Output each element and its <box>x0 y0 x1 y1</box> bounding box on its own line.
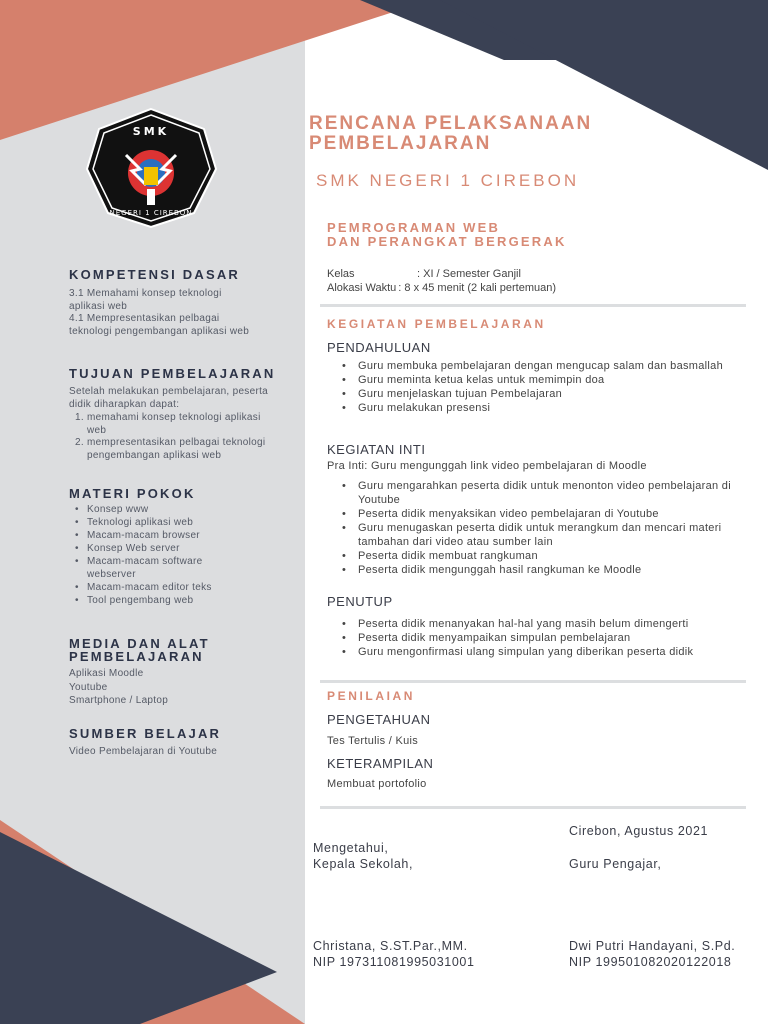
keterampilan-text: Membuat portofolio <box>327 778 427 790</box>
list-item: 1. memahami konsep teknologi aplikasi web <box>75 412 261 436</box>
tujuan-intro-line: didik diharapkan dapat: <box>69 398 180 410</box>
list-item: • Guru melakukan presensi <box>340 401 740 415</box>
list-item: • Guru menjelaskan tujuan Pembelajaran <box>340 387 740 401</box>
list-item: • Guru meminta ketua kelas untuk memimpin doa <box>340 373 740 387</box>
signature-right-name <box>569 938 735 970</box>
list-item: • Macam-macam software <box>69 555 294 568</box>
list-item: • Macam-macam browser <box>69 529 294 542</box>
sumber-text: Video Pembelajaran di Youtube <box>69 746 218 757</box>
class-info <box>327 267 556 295</box>
pra-inti-text: Pra Inti: Guru mengunggah link video pembelajaran di Moodle <box>327 460 647 472</box>
school-name: SMK NEGERI 1 CIREBON <box>316 171 580 190</box>
media-line: Aplikasi Moodle <box>69 668 144 679</box>
list-item: • Peserta didik menyampaikan simpulan pembelajaran <box>340 631 740 645</box>
media-line: Smartphone / Laptop <box>69 695 169 706</box>
pendahuluan-heading: PENDAHULUAN <box>327 340 431 355</box>
pengetahuan-text: Tes Tertulis / Kuis <box>327 735 419 747</box>
kompetensi-line: teknologi pengembangan aplikasi web <box>69 325 250 337</box>
media-line: Youtube <box>69 681 108 693</box>
tujuan-list <box>69 412 294 462</box>
subject-title: PEMROGRAMAN WEB DAN PERANGKAT BERGERAK <box>327 220 567 249</box>
inti-heading: KEGIATAN INTI <box>327 442 426 457</box>
sig-left-nip: NIP 197311081995031001 <box>313 955 475 969</box>
kompetensi-line: aplikasi web <box>69 300 128 312</box>
kompetensi-title: KOMPETENSI DASAR <box>69 267 240 282</box>
tujuan-intro <box>69 386 294 411</box>
list-item-cont: webserver <box>87 569 136 580</box>
list-item: • Tool pengembang web <box>69 594 294 607</box>
kompetensi-text <box>69 288 294 338</box>
alokasi-value: : 8 x 45 menit (2 kali pertemuan) <box>398 282 557 294</box>
signature-left <box>313 840 413 872</box>
list-item: • Konsep Web server <box>69 542 294 555</box>
sumber-title: SUMBER BELAJAR <box>69 726 222 741</box>
list-item: 2. mempresentasikan pelbagai teknologi pengembangan aplikasi web <box>75 437 266 461</box>
logo-top-text: SMK <box>132 125 170 138</box>
list-item: • Guru membuka pembelajaran dengan mengucap salam dan basmallah <box>340 359 740 373</box>
sig-left-line: Mengetahui, <box>313 841 389 855</box>
list-item: • Konsep www <box>69 503 294 516</box>
kompetensi-line: 3.1 Memahami konsep teknologi <box>69 288 222 299</box>
penutup-heading: PENUTUP <box>327 594 393 609</box>
sig-right-role: Guru Pengajar, <box>569 857 662 871</box>
media-text <box>69 667 294 708</box>
list-item: • Peserta didik membuat rangkuman <box>340 549 740 563</box>
list-item: • Guru mengonfirmasi ulang simpulan yang diberikan peserta didik <box>340 645 740 659</box>
pendahuluan-list <box>340 359 740 415</box>
alokasi-label: Alokasi Waktu <box>327 282 397 294</box>
list-item: • Teknologi aplikasi web <box>69 516 294 529</box>
inti-list <box>340 479 740 577</box>
kompetensi-line: 4.1 Mempresentasikan pelbagai <box>69 313 220 324</box>
page-title: RENCANA PELAKSANAAN PEMBELAJARAN <box>309 113 593 154</box>
kelas-value: : XI / Semester Ganjil <box>417 268 521 280</box>
sig-right-name: Dwi Putri Handayani, S.Pd. <box>569 939 736 953</box>
divider <box>320 304 746 307</box>
sig-left-line: Kepala Sekolah, <box>313 857 414 871</box>
penutup-list <box>340 617 740 659</box>
list-item: • Macam-macam editor teks <box>69 581 294 594</box>
pengetahuan-heading: PENGETAHUAN <box>327 712 431 727</box>
materi-title: MATERI POKOK <box>69 486 196 501</box>
list-item: • Guru mengarahkan peserta didik untuk menonton video pembelajaran di Youtube <box>340 479 740 507</box>
penilaian-title: PENILAIAN <box>327 689 416 703</box>
signature-right <box>569 823 708 872</box>
signature-left-name <box>313 938 475 970</box>
divider <box>320 680 746 683</box>
school-logo <box>86 107 217 229</box>
list-item: • Peserta didik mengunggah hasil rangkuman ke Moodle <box>340 563 740 577</box>
divider <box>320 806 746 809</box>
media-title: MEDIA DAN ALAT PEMBELAJARAN <box>69 636 210 664</box>
sig-left-name: Christana, S.ST.Par.,MM. <box>313 939 468 953</box>
logo-bottom-text: NEGERI 1 CIREBON <box>109 209 193 217</box>
tujuan-title: TUJUAN PEMBELAJARAN <box>69 366 276 381</box>
list-item: • Peserta didik menyaksikan video pembelajaran di Youtube <box>340 507 740 521</box>
materi-list <box>69 503 294 607</box>
keterampilan-heading: KETERAMPILAN <box>327 756 434 771</box>
list-item: • Peserta didik menanyakan hal-hal yang masih belum dimengerti <box>340 617 740 631</box>
kegiatan-title: KEGIATAN PEMBELAJARAN <box>327 317 546 331</box>
list-item: • Guru menugaskan peserta didik untuk merangkum dan mencari materi tambahan dari video atau sumber lain <box>340 521 740 549</box>
sig-right-date: Cirebon, Agustus 2021 <box>569 824 709 838</box>
tujuan-intro-line: Setelah melakukan pembelajaran, peserta <box>69 386 269 397</box>
kelas-label: Kelas <box>327 268 355 280</box>
sig-right-nip: NIP 199501082020122018 <box>569 955 732 969</box>
